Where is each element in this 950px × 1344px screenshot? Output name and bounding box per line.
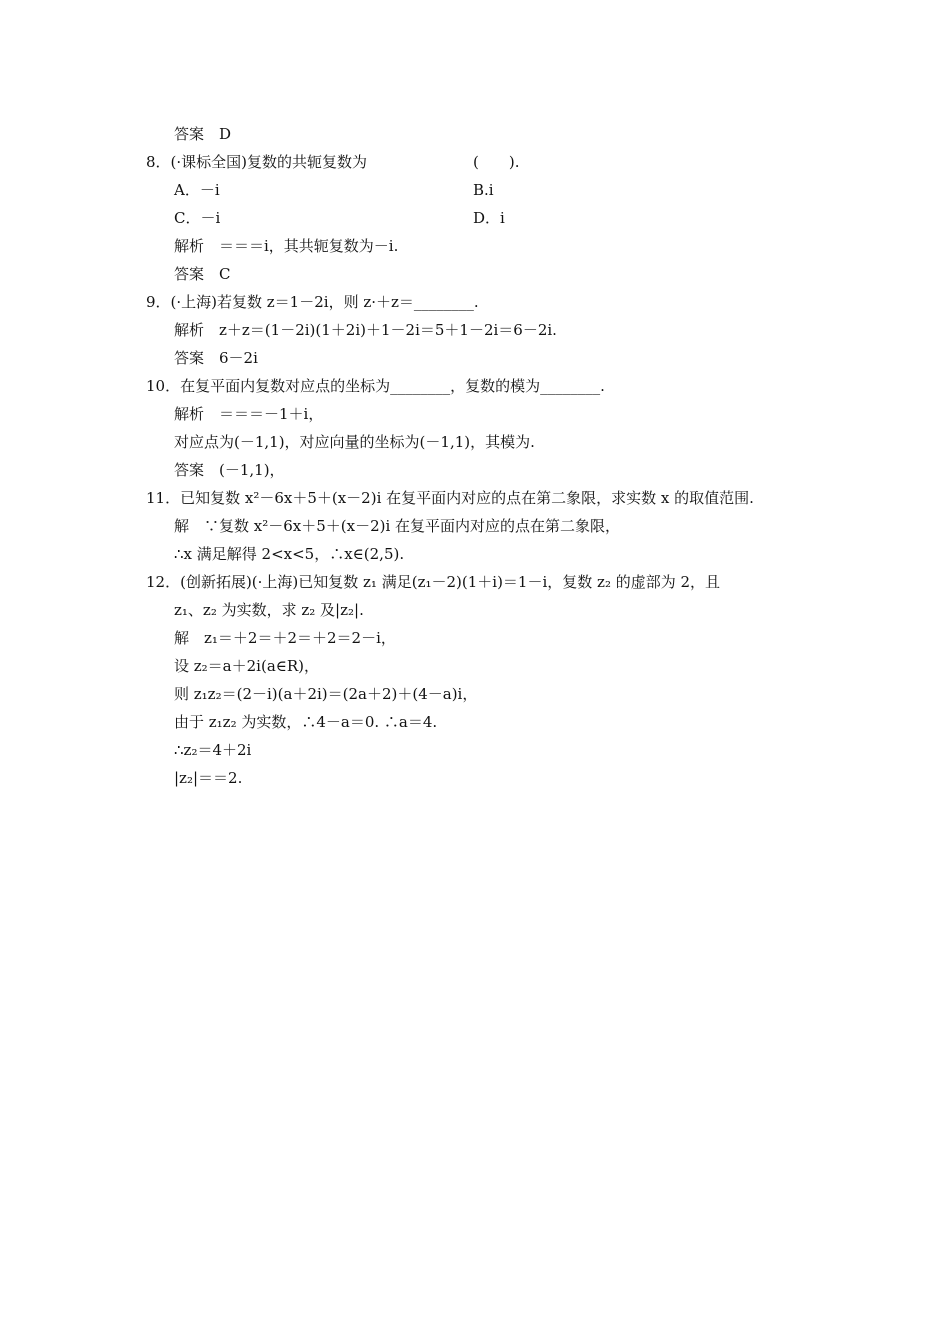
question-11-solution: 解 ∵复数 x²－6x＋5＋(x－2)i 在复平面内对应的点在第二象限， — [174, 517, 621, 535]
question-8-option-d: D．i — [473, 209, 505, 227]
question-8-answer: 答案 C — [174, 265, 231, 283]
question-11-solution-cont: ∴x 满足解得 2<x<5，∴x∈(2,5). — [174, 545, 405, 563]
question-12-solution-4: 由于 z₁z₂ 为实数，∴4－a＝0. ∴a＝4. — [174, 713, 438, 731]
question-12-solution-3: 则 z₁z₂＝(2－i)(a＋2i)＝(2a＋2)＋(4－a)i， — [174, 685, 478, 703]
question-9-stem: 9．(·上海)若复数 z＝1－2i，则 z·＋z＝________. — [146, 293, 479, 311]
question-11-stem: 11．已知复数 x²－6x＋5＋(x－2)i 在复平面内对应的点在第二象限，求实数 x 的取值范围. — [146, 489, 754, 507]
question-9-analysis: 解析 z＋z＝(1－2i)(1＋2i)＋1－2i＝5＋1－2i＝6－2i. — [174, 321, 557, 339]
question-8-blank: ( ). — [473, 153, 520, 171]
question-12-solution-2: 设 z₂＝a＋2i(a∈R)， — [174, 657, 320, 675]
question-8-analysis: 解析 ＝＝＝i，其共轭复数为－i. — [174, 237, 399, 255]
question-8-option-c: C．－i — [174, 209, 221, 227]
question-12-solution-5: ∴z₂＝4＋2i — [174, 741, 252, 759]
answer-7: 答案 D — [174, 125, 232, 143]
question-8-option-b: B.i — [473, 181, 494, 199]
question-9-answer: 答案 6－2i — [174, 349, 258, 367]
question-12-solution-6: |z₂|＝＝2. — [174, 769, 243, 787]
question-8-option-a: A．－i — [174, 181, 220, 199]
question-10-answer: 答案 (－1,1)， — [174, 461, 285, 479]
question-12-solution-1: 解 z₁＝＋2＝＋2＝＋2＝2－i， — [174, 629, 396, 647]
question-10-stem: 10．在复平面内复数对应点的坐标为________，复数的模为________. — [146, 377, 605, 395]
question-12-stem-cont: z₁、z₂ 为实数，求 z₂ 及|z₂|. — [174, 601, 364, 619]
question-12-stem: 12．(创新拓展)(·上海)已知复数 z₁ 满足(z₁－2)(1＋i)＝1－i，复数 z₂ 的虚部为 2，且 — [146, 573, 721, 591]
question-8-stem: 8．(·课标全国)复数的共轭复数为 — [146, 153, 368, 171]
question-10-analysis: 解析 ＝＝＝－1＋i， — [174, 405, 324, 423]
question-10-analysis-cont: 对应点为(－1,1)，对应向量的坐标为(－1,1)，其模为. — [174, 433, 535, 451]
